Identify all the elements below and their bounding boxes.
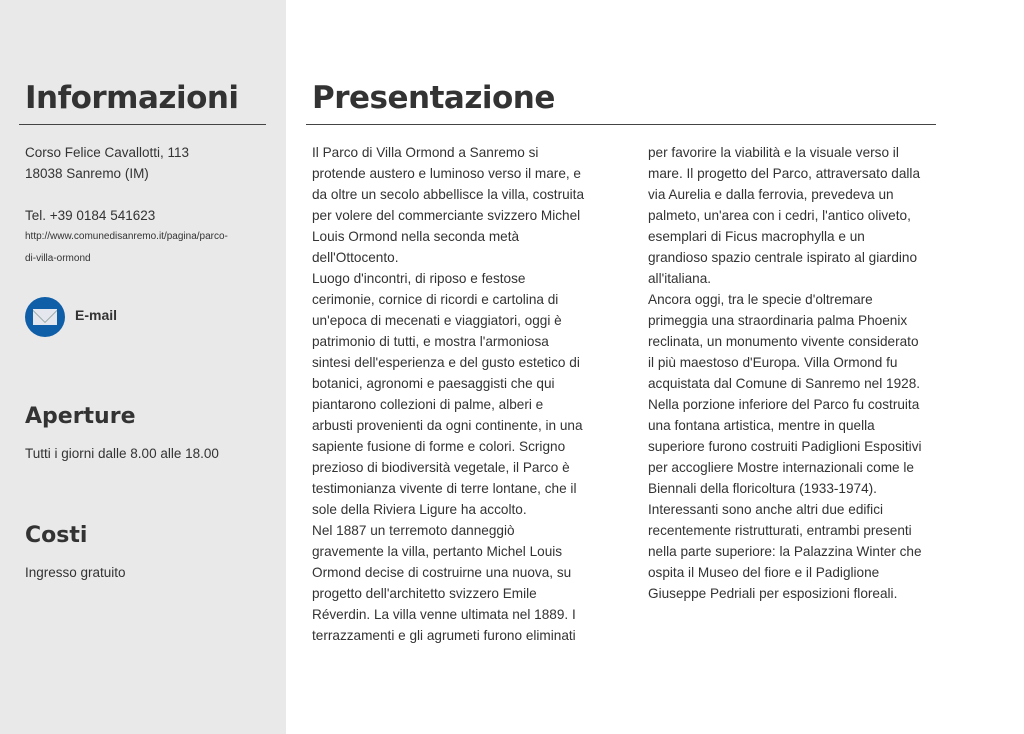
- text-line: Ancora oggi, tra le specie d'oltremare: [648, 292, 873, 307]
- text-line: nella parte superiore: la Palazzina Winter che: [648, 544, 922, 559]
- text-line: primeggia una straordinaria palma Phoenix: [648, 313, 908, 328]
- info-sidebar: [0, 0, 286, 734]
- text-line: Nella porzione inferiore del Parco fu costruita: [648, 397, 920, 412]
- text-line: progetto dell'architetto svizzero Emile: [312, 586, 537, 601]
- text-line: il più maestoso d'Europa. Villa Ormond fu: [648, 355, 898, 370]
- text-line: acquistata dal Comune di Sanremo nel 1928.: [648, 376, 921, 391]
- text-line: per volere del commerciante svizzero Michel: [312, 208, 581, 223]
- text-line: mare. Il progetto del Parco, attraversato dalla: [648, 166, 921, 181]
- text-line: cerimonie, cornice di ricordi e cartolina di: [312, 292, 559, 307]
- envelope-icon: [33, 309, 57, 325]
- text-line: arbusti provenienti da ogni continente, in una: [312, 418, 583, 433]
- phone: Tel. +39 0184 541623: [25, 208, 156, 223]
- text-line: prezioso di biodiversità vegetale, il Parco è: [312, 460, 570, 475]
- email-icon[interactable]: [25, 297, 65, 337]
- text-line: patrimonio di tutti, e mostra l'armoniosa: [312, 334, 549, 349]
- hours-text: Tutti i giorni dalle 8.00 alle 18.00: [25, 446, 219, 461]
- website-link[interactable]: http://www.comunedisanremo.it/pagina/parco-: [25, 231, 228, 242]
- text-line: una fontana artistica, mentre in quella: [648, 418, 875, 433]
- hours-title: Aperture: [25, 404, 136, 429]
- text-line: via Aurelia e dalla ferrovia, prevedeva un: [648, 187, 894, 202]
- email-link[interactable]: E-mail: [75, 307, 118, 323]
- costs-text: Ingresso gratuito: [25, 565, 126, 580]
- text-line: per favorire la viabilità e la visuale verso il: [648, 145, 899, 160]
- text-line: sintesi dell'esperienza e del gusto estetico di: [312, 355, 580, 370]
- address-line-2: 18038 Sanremo (IM): [25, 166, 149, 181]
- text-line: gravemente la villa, pertanto Michel Louis: [312, 544, 563, 559]
- text-line: terrazzamenti e gli agrumeti furono eliminati: [312, 628, 576, 643]
- text-line: superiore furono costruiti Padiglioni Espositivi: [648, 439, 922, 454]
- text-line: dell'Ottocento.: [312, 250, 399, 265]
- text-line: Réverdin. La villa venne ultimata nel 1889. I: [312, 607, 576, 622]
- text-line: sole della Riviera Ligure ha accolto.: [312, 502, 527, 517]
- title-divider: [306, 124, 936, 125]
- divider: [19, 124, 266, 125]
- text-line: Louis Ormond nella seconda metà: [312, 229, 520, 244]
- text-line: per accogliere Mostre internazionali come le: [648, 460, 914, 475]
- text-line: Interessanti sono anche altri due edifici: [648, 502, 884, 517]
- address-line-1: Corso Felice Cavallotti, 113: [25, 145, 190, 160]
- text-line: testimonianza vivente di terre lontane, che il: [312, 481, 577, 496]
- page-title: Presentazione: [312, 80, 555, 116]
- text-line: reclinata, un monumento vivente considerato: [648, 334, 919, 349]
- info-title: Informazioni: [25, 80, 239, 116]
- text-line: all'italiana.: [648, 271, 712, 286]
- text-line: botanici, agronomi e paesaggisti che qui: [312, 376, 555, 391]
- text-line: esemplari di Ficus macrophylla e un: [648, 229, 865, 244]
- costs-title: Costi: [25, 523, 88, 548]
- text-line: ospita il Museo del fiore e il Padiglione: [648, 565, 880, 580]
- text-line: protende austero e luminoso verso il mare, e: [312, 166, 581, 181]
- text-line: grandioso spazio centrale ispirato al giardino: [648, 250, 918, 265]
- text-line: Biennali della floricoltura (1933-1974).: [648, 481, 877, 496]
- text-line: piantarono collezioni di palme, alberi e: [312, 397, 544, 412]
- text-line: un'epoca di mecenati e viaggiatori, oggi è: [312, 313, 562, 328]
- text-line: da oltre un secolo abbellisce la villa, costruita: [312, 187, 585, 202]
- text-line: Nel 1887 un terremoto danneggiò: [312, 523, 515, 538]
- text-line: Ormond decise di costruirne una nuova, su: [312, 565, 572, 580]
- text-column-1: [312, 142, 584, 646]
- text-line: Il Parco di Villa Ormond a Sanremo si: [312, 145, 539, 160]
- text-line: sapiente fusione di forme e colori. Scrigno: [312, 439, 566, 454]
- text-line: palmeto, un'area con i cedri, l'antico oliveto,: [648, 208, 911, 223]
- text-line: recentemente ristrutturati, entrambi presenti: [648, 523, 912, 538]
- website-link-cont[interactable]: di-villa-ormond: [25, 253, 91, 264]
- text-line: Giuseppe Pedriali per esposizioni floreali.: [648, 586, 898, 601]
- text-line: Luogo d'incontri, di riposo e festose: [312, 271, 526, 286]
- text-column-2: [648, 142, 922, 604]
